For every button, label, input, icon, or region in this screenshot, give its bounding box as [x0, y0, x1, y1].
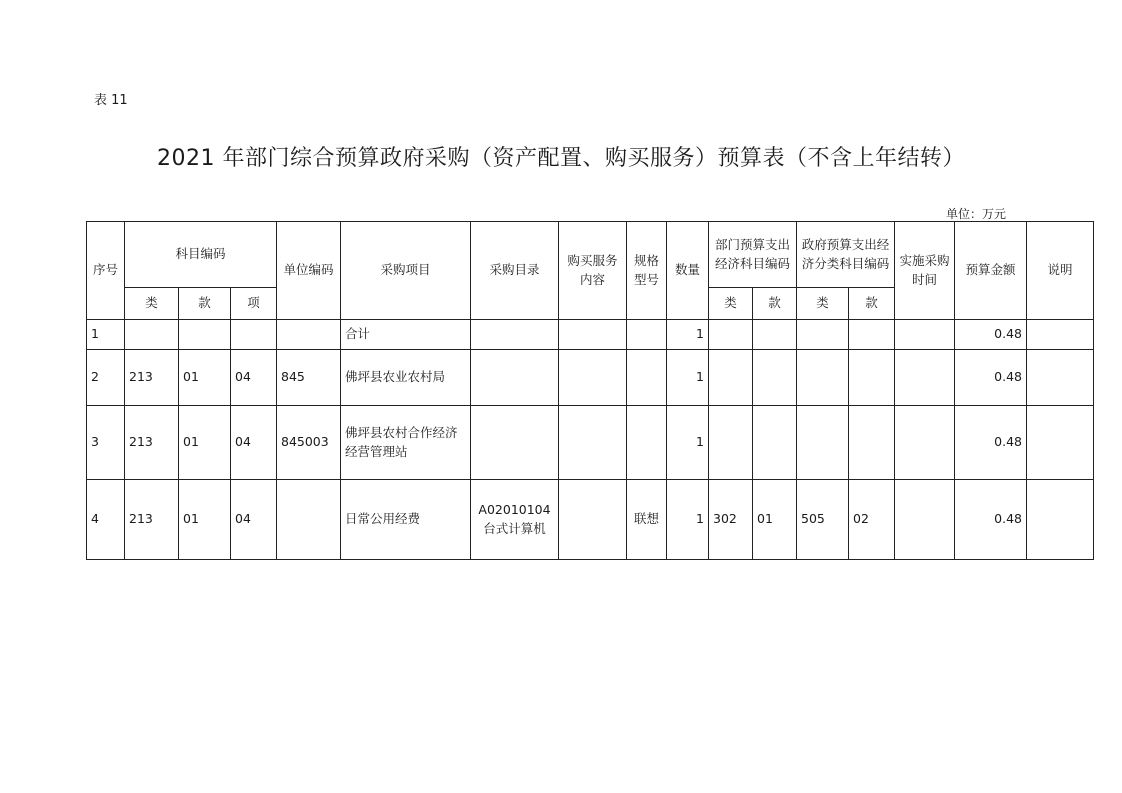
table-number-label: 表 11 — [94, 93, 128, 108]
cell-catalog — [471, 406, 559, 480]
header-kuan: 款 — [179, 288, 231, 320]
cell-qty: 1 — [667, 406, 709, 480]
cell-catalog — [471, 320, 559, 350]
cell-unit-code — [277, 480, 341, 560]
cell-dept-kuan — [753, 320, 797, 350]
cell-dept-lei — [709, 320, 753, 350]
cell-time — [895, 350, 955, 406]
header-gov-lei: 类 — [797, 288, 849, 320]
cell-time — [895, 320, 955, 350]
header-xiang: 项 — [231, 288, 277, 320]
cell-note — [1027, 480, 1094, 560]
cell-catalog — [471, 350, 559, 406]
cell-gov-lei: 505 — [797, 480, 849, 560]
cell-gov-kuan — [849, 320, 895, 350]
header-project: 采购项目 — [341, 222, 471, 320]
cell-project: 佛坪县农业农村局 — [341, 350, 471, 406]
cell-kuan: 01 — [179, 406, 231, 480]
document-title: 2021 年部门综合预算政府采购（资产配置、购买服务）预算表（不含上年结转） — [157, 146, 965, 171]
cell-note — [1027, 406, 1094, 480]
cell-gov-lei — [797, 406, 849, 480]
cell-kuan — [179, 320, 231, 350]
cell-spec — [627, 350, 667, 406]
cell-time — [895, 480, 955, 560]
header-lei: 类 — [125, 288, 179, 320]
header-seq: 序号 — [87, 222, 125, 320]
header-row-top — [87, 222, 1094, 288]
cell-xiang: 04 — [231, 480, 277, 560]
cell-seq: 1 — [87, 320, 125, 350]
cell-project: 日常公用经费 — [341, 480, 471, 560]
header-dept-lei: 类 — [709, 288, 753, 320]
cell-dept-lei: 302 — [709, 480, 753, 560]
cell-gov-lei — [797, 350, 849, 406]
cell-service — [559, 406, 627, 480]
header-service: 购买服务内容 — [559, 222, 627, 320]
cell-amount: 0.48 — [955, 320, 1027, 350]
cell-kuan: 01 — [179, 480, 231, 560]
unit-label: 单位：万元 — [946, 207, 1007, 221]
cell-unit-code: 845 — [277, 350, 341, 406]
cell-spec — [627, 406, 667, 480]
cell-gov-lei — [797, 320, 849, 350]
cell-project: 合计 — [341, 320, 471, 350]
cell-unit-code — [277, 320, 341, 350]
cell-spec — [627, 320, 667, 350]
header-dept-kuan: 款 — [753, 288, 797, 320]
header-note: 说明 — [1027, 222, 1094, 320]
cell-service — [559, 480, 627, 560]
cell-dept-lei — [709, 350, 753, 406]
cell-amount: 0.48 — [955, 406, 1027, 480]
cell-kuan: 01 — [179, 350, 231, 406]
cell-unit-code: 845003 — [277, 406, 341, 480]
header-gov-econ: 政府预算支出经济分类科目编码 — [797, 222, 895, 288]
cell-gov-kuan — [849, 350, 895, 406]
cell-qty: 1 — [667, 320, 709, 350]
cell-xiang — [231, 320, 277, 350]
procurement-budget-table — [86, 221, 1094, 560]
cell-dept-kuan — [753, 406, 797, 480]
header-amount: 预算金额 — [955, 222, 1027, 320]
cell-lei: 213 — [125, 406, 179, 480]
header-unit-code: 单位编码 — [277, 222, 341, 320]
header-subject-code: 科目编码 — [125, 222, 277, 288]
cell-dept-kuan: 01 — [753, 480, 797, 560]
cell-project: 佛坪县农村合作经济经营管理站 — [341, 406, 471, 480]
table-row — [87, 350, 1094, 406]
cell-note — [1027, 320, 1094, 350]
header-gov-kuan: 款 — [849, 288, 895, 320]
cell-spec: 联想 — [627, 480, 667, 560]
cell-dept-kuan — [753, 350, 797, 406]
header-time: 实施采购时间 — [895, 222, 955, 320]
cell-seq: 2 — [87, 350, 125, 406]
cell-amount: 0.48 — [955, 350, 1027, 406]
cell-catalog: A02010104台式计算机 — [471, 480, 559, 560]
cell-seq: 3 — [87, 406, 125, 480]
cell-qty: 1 — [667, 480, 709, 560]
header-dept-econ: 部门预算支出经济科目编码 — [709, 222, 797, 288]
table-row — [87, 480, 1094, 560]
cell-dept-lei — [709, 406, 753, 480]
cell-service — [559, 320, 627, 350]
cell-lei: 213 — [125, 480, 179, 560]
cell-xiang: 04 — [231, 406, 277, 480]
cell-service — [559, 350, 627, 406]
cell-gov-kuan: 02 — [849, 480, 895, 560]
cell-seq: 4 — [87, 480, 125, 560]
header-catalog: 采购目录 — [471, 222, 559, 320]
cell-note — [1027, 350, 1094, 406]
table-row — [87, 406, 1094, 480]
cell-lei: 213 — [125, 350, 179, 406]
cell-amount: 0.48 — [955, 480, 1027, 560]
cell-time — [895, 406, 955, 480]
header-spec: 规格型号 — [627, 222, 667, 320]
cell-qty: 1 — [667, 350, 709, 406]
cell-gov-kuan — [849, 406, 895, 480]
table-row — [87, 320, 1094, 350]
cell-xiang: 04 — [231, 350, 277, 406]
cell-lei — [125, 320, 179, 350]
header-qty: 数量 — [667, 222, 709, 320]
